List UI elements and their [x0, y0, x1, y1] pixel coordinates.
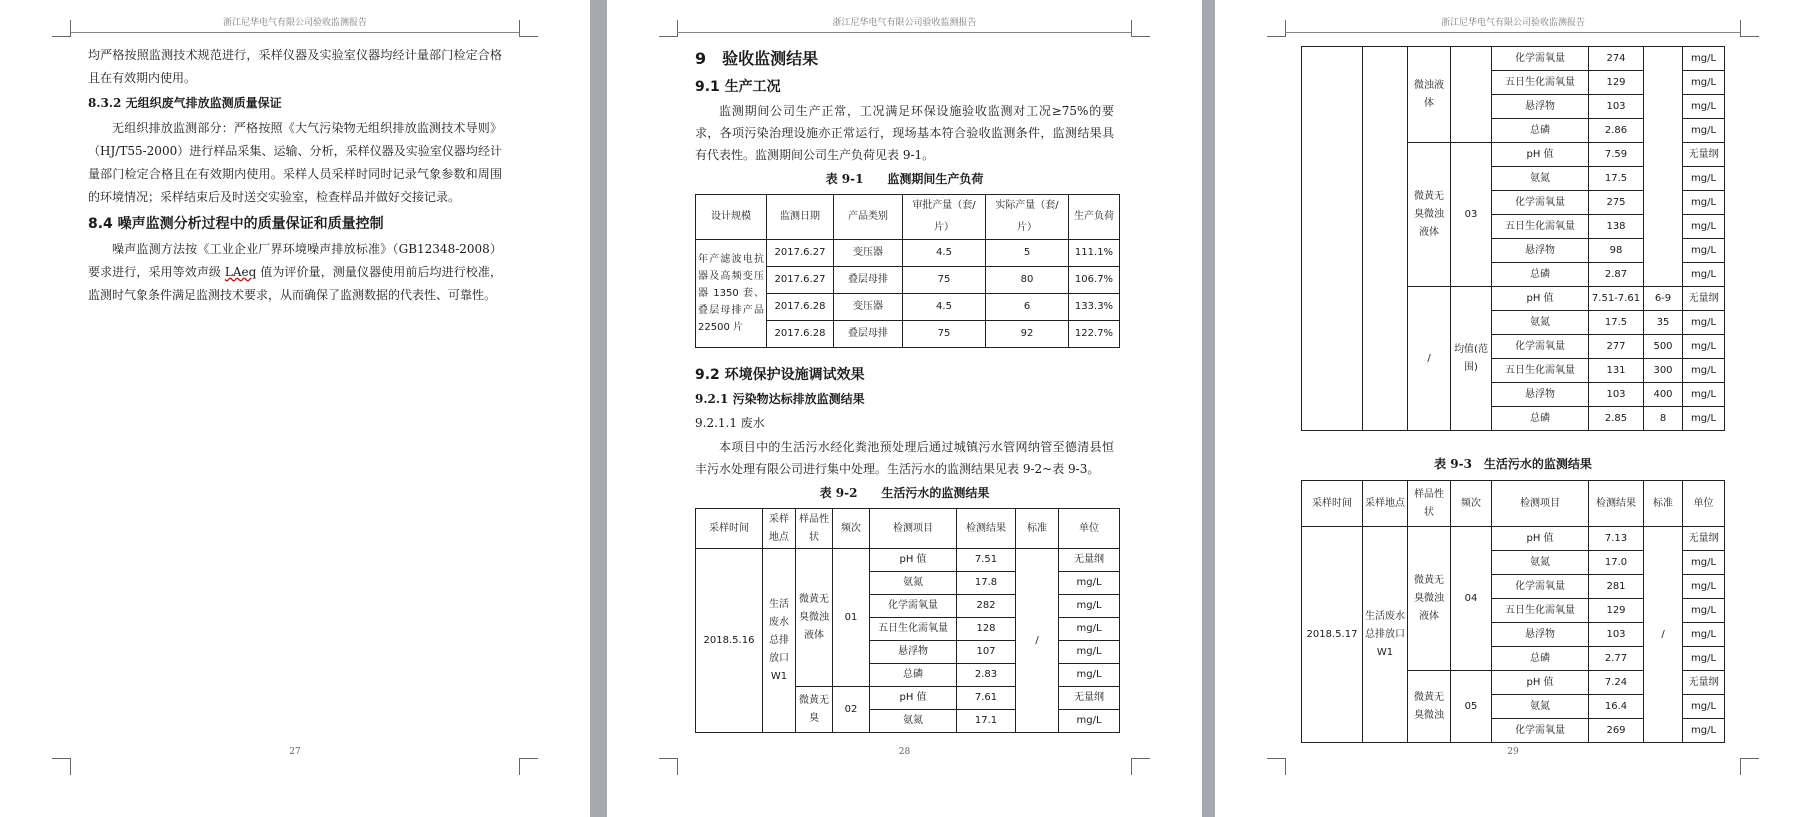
table-cell: 17.8 [957, 572, 1016, 595]
table-cell: 化学需氧量 [870, 595, 957, 618]
empty-cell [1363, 47, 1408, 431]
table-cell: 75 [903, 321, 986, 348]
table-header-row [696, 509, 1120, 549]
table-cell: mg/L [1683, 167, 1725, 191]
table-cell: 300 [1644, 359, 1683, 383]
table-cell: mg/L [1683, 551, 1725, 575]
section-heading: 8.3.2 无组织废气排放监测质量保证 [88, 96, 282, 110]
table-cell: 98 [1589, 239, 1644, 263]
column-header: 检测结果 [1589, 481, 1644, 527]
table-cell: mg/L [1683, 239, 1725, 263]
table-cell: 2017.6.28 [767, 294, 834, 321]
table-row [696, 240, 1120, 267]
chapter-heading: 9 验收监测结果 [695, 49, 819, 68]
sample-state-cell: 微黄无臭微浊液体 [796, 549, 833, 687]
standard-cell: / [1644, 527, 1683, 743]
page-header: 浙江尼华电气有限公司验收监测报告 [677, 15, 1132, 33]
table-cell: 75 [903, 267, 986, 294]
table-cell: mg/L [1683, 599, 1725, 623]
table-cell: 总磷 [1492, 407, 1589, 431]
table-cell: 五日生化需氧量 [1492, 599, 1589, 623]
column-header: 产品类别 [834, 195, 903, 240]
frequency-cell: 03 [1451, 143, 1492, 287]
table-cell: 五日生化需氧量 [1492, 71, 1589, 95]
table-cell: pH 值 [870, 549, 957, 572]
paragraph: 均严格按照监测技术规范进行，采样仪器及实验室仪器均经计量部门检定合格且在有效期内使用。 [88, 48, 502, 85]
table-cell: pH 值 [1492, 143, 1589, 167]
table-cell: 总磷 [1492, 119, 1589, 143]
table-cell: 282 [957, 595, 1016, 618]
table-cell: 17.5 [1589, 167, 1644, 191]
page-number: 28 [898, 747, 911, 757]
section-heading: 9.2.1.1 废水 [695, 416, 765, 430]
table-cell: mg/L [1059, 595, 1120, 618]
table-cell: 5 [986, 240, 1069, 267]
table-cell: 2017.6.27 [767, 267, 834, 294]
table-cell: mg/L [1683, 695, 1725, 719]
table-cell: 111.1% [1069, 240, 1120, 267]
table-cell: 叠层母排 [834, 321, 903, 348]
table-cell: 氨氮 [1492, 695, 1589, 719]
table-cell: 103 [1589, 623, 1644, 647]
table-cell: 400 [1644, 383, 1683, 407]
table-cell: 五日生化需氧量 [1492, 359, 1589, 383]
table-cell: 281 [1589, 575, 1644, 599]
table-cell: 五日生化需氧量 [870, 618, 957, 641]
table-cell: 274 [1589, 47, 1644, 71]
crop-mark [1740, 758, 1759, 775]
paragraph-text: 值为评价量，测量仪器使用前后均进行校准，监测时气象条件满足监测技术要求，从而确保了监测数据的代表性、可靠性。 [88, 265, 502, 302]
table-cell: 17.1 [957, 710, 1016, 733]
table-cell: 化学需氧量 [1492, 335, 1589, 359]
table-cell: 7.59 [1589, 143, 1644, 167]
table-cell: 6 [986, 294, 1069, 321]
table-cell: mg/L [1683, 359, 1725, 383]
table-cell: 4.5 [903, 294, 986, 321]
table-cell: 变压器 [834, 240, 903, 267]
table-cell: mg/L [1683, 95, 1725, 119]
table-cell: mg/L [1683, 215, 1725, 239]
table-cell: 7.51-7.61 [1589, 287, 1644, 311]
empty-cell [1451, 47, 1492, 143]
table-cell: mg/L [1059, 572, 1120, 595]
table-cell: 6-9 [1644, 287, 1683, 311]
table-caption: 表 9-1 监测期间生产负荷 [825, 172, 984, 186]
table-cell: mg/L [1683, 47, 1725, 71]
design-scale-cell: 年产滤波电抗器及高频变压器 1350 套、叠层母排产品 22500 片 [696, 240, 767, 348]
table-cell: 化学需氧量 [1492, 719, 1589, 743]
table-cell: 128 [957, 618, 1016, 641]
section-heading: 9.2 环境保护设施调试效果 [695, 367, 865, 383]
table-cell: 总磷 [1492, 263, 1589, 287]
average-range-cell: 均值(范围) [1451, 287, 1492, 431]
column-header: 采样地点 [763, 509, 796, 549]
sample-date-cell: 2018.5.16 [696, 549, 763, 733]
empty-cell [1644, 47, 1683, 287]
table-cell: pH 值 [1492, 287, 1589, 311]
leq-term: LAeq [224, 265, 257, 279]
table-cell: 92 [986, 321, 1069, 348]
sample-site-cell: 生活废水总排放口W1 [1363, 527, 1408, 743]
table-cell: 化学需氧量 [1492, 191, 1589, 215]
table-cell: 7.51 [957, 549, 1016, 572]
column-header: 标准 [1644, 481, 1683, 527]
table-cell: 107 [957, 641, 1016, 664]
table-cell: pH 值 [1492, 527, 1589, 551]
page-body [695, 48, 1114, 733]
section-heading: 9.2.1 污染物达标排放监测结果 [695, 392, 865, 406]
table-cell: mg/L [1059, 618, 1120, 641]
table-cell: 悬浮物 [870, 641, 957, 664]
column-header: 采样时间 [1302, 481, 1363, 527]
paragraph: 监测期间公司生产正常，工况满足环保设施验收监测对工况≥75%的要求，各项污染治理设施亦正常运行，现场基本符合验收监测条件，监测结果具有代表性。监测期间公司生产负荷见表 9-1。 [695, 104, 1114, 162]
table-cell: 2.77 [1589, 647, 1644, 671]
table-cell: mg/L [1683, 575, 1725, 599]
column-header: 样品性状 [796, 509, 833, 549]
table-cell: 化学需氧量 [1492, 47, 1589, 71]
column-header: 设计规模 [696, 195, 767, 240]
table-cell: 7.24 [1589, 671, 1644, 695]
standard-cell: / [1016, 549, 1059, 733]
table-cell: 2.85 [1589, 407, 1644, 431]
sample-state-cell: 微黄无臭 [796, 687, 833, 733]
table-cell: 138 [1589, 215, 1644, 239]
page-number: 29 [1507, 747, 1519, 757]
table-row [1302, 47, 1725, 71]
table-row [696, 549, 1120, 572]
frequency-cell: 01 [833, 549, 870, 687]
crop-mark [519, 20, 538, 37]
table-cell: mg/L [1683, 623, 1725, 647]
table-cell: 无量纲 [1683, 287, 1725, 311]
table-cell: 氨氮 [870, 572, 957, 595]
frequency-cell: 02 [833, 687, 870, 733]
table-cell: 无量纲 [1059, 549, 1120, 572]
document-page-29 [1215, 0, 1811, 817]
table-cell: 氨氮 [870, 710, 957, 733]
table-cell: 2017.6.28 [767, 321, 834, 348]
table-cell: 17.0 [1589, 551, 1644, 575]
table-cell: 无量纲 [1683, 527, 1725, 551]
table-header-row [696, 195, 1120, 240]
table-cell: 氨氮 [1492, 311, 1589, 335]
table-cell: 2017.6.27 [767, 240, 834, 267]
table-cell: 129 [1589, 71, 1644, 95]
page-header: 浙江尼华电气有限公司验收监测报告 [1285, 15, 1741, 33]
table-cell: 269 [1589, 719, 1644, 743]
column-header: 审批产量（套/片） [903, 195, 986, 240]
paragraph: 无组织排放监测部分：严格按照《大气污染物无组织排放监测技术导则》（HJ/T55-2000）进行样品采集、运输、分析，采样仪器及实验室仪器均经计量部门检定合格且在有效期内使用。采样人员采样时同时记录气象参数和周围的环境情况；采样结束后及时送交实验室，检查样品并做好交接记录。 [88, 121, 502, 204]
column-header: 采样地点 [1363, 481, 1408, 527]
column-header: 单位 [1059, 509, 1120, 549]
table-cell: 悬浮物 [1492, 623, 1589, 647]
document-page-27 [0, 0, 590, 817]
table-cell: 131 [1589, 359, 1644, 383]
sample-date-cell: 2018.5.17 [1302, 527, 1363, 743]
table-cell: 277 [1589, 335, 1644, 359]
crop-mark [1131, 20, 1150, 37]
table-cell: 总磷 [870, 664, 957, 687]
frequency-cell: 05 [1451, 671, 1492, 743]
table-cell: mg/L [1683, 191, 1725, 215]
table-header-row [1302, 481, 1725, 527]
page-body [88, 44, 502, 307]
crop-mark [1267, 758, 1286, 775]
paragraph: 本项目中的生活污水经化粪池预处理后通过城镇污水管网纳管至德清县恒丰污水处理有限公司进行集中处理。生活污水的监测结果见表 9-2~表 9-3。 [695, 440, 1114, 476]
crop-mark [1267, 20, 1286, 37]
table-caption: 表 9-2 生活污水的监测结果 [819, 486, 990, 500]
table-cell: 122.7% [1069, 321, 1120, 348]
page-header: 浙江尼华电气有限公司验收监测报告 [70, 15, 520, 33]
column-header: 检测项目 [870, 509, 957, 549]
table-cell: 总磷 [1492, 647, 1589, 671]
table-cell: 129 [1589, 599, 1644, 623]
table-cell: mg/L [1683, 335, 1725, 359]
crop-mark [1740, 20, 1759, 37]
table-cell: pH 值 [1492, 671, 1589, 695]
crop-mark [1131, 758, 1150, 775]
table-row [1302, 527, 1725, 551]
crop-mark [519, 758, 538, 775]
column-header: 实际产量（套/片） [986, 195, 1069, 240]
crop-mark [659, 758, 678, 775]
frequency-cell: 04 [1451, 527, 1492, 671]
table-cell: 悬浮物 [1492, 383, 1589, 407]
table-caption: 表 9-3 生活污水的监测结果 [1434, 457, 1592, 471]
column-header: 生产负荷 [1069, 195, 1120, 240]
crop-mark [52, 20, 71, 37]
column-header: 单位 [1683, 481, 1725, 527]
column-header: 标准 [1016, 509, 1059, 549]
table-cell: 133.3% [1069, 294, 1120, 321]
table-cell: 化学需氧量 [1492, 575, 1589, 599]
table-cell: 16.4 [1589, 695, 1644, 719]
wastewater-table-9-3 [1301, 480, 1725, 743]
sample-state-cell: / [1408, 287, 1451, 431]
table-cell: 2.87 [1589, 263, 1644, 287]
column-header: 频次 [1451, 481, 1492, 527]
table-cell: 悬浮物 [1492, 239, 1589, 263]
sample-state-cell: 微黄无臭微浊液体 [1408, 143, 1451, 287]
table-cell: 275 [1589, 191, 1644, 215]
page-body [1301, 46, 1725, 743]
production-load-table [695, 194, 1120, 348]
paragraph-text: 噪声监测方法按《工业企业厂界环境噪声排放标准》（GB12348-2008）要求进行，采用等效声级 [88, 242, 502, 279]
table-cell: 无量纲 [1683, 671, 1725, 695]
table-cell: 103 [1589, 383, 1644, 407]
table-cell: mg/L [1059, 664, 1120, 687]
table-cell: 无量纲 [1683, 143, 1725, 167]
table-cell: 2.83 [957, 664, 1016, 687]
section-heading: 8.4 噪声监测分析过程中的质量保证和质量控制 [88, 216, 384, 232]
sample-state-cell: 微黄无臭微浊液体 [1408, 527, 1451, 671]
crop-mark [659, 20, 678, 37]
crop-mark [52, 758, 71, 775]
table-cell: mg/L [1683, 119, 1725, 143]
wastewater-table-9-2 [695, 508, 1120, 733]
table-cell: mg/L [1683, 71, 1725, 95]
column-header: 检测项目 [1492, 481, 1589, 527]
column-header: 样品性状 [1408, 481, 1451, 527]
table-cell: 17.5 [1589, 311, 1644, 335]
column-header: 采样时间 [696, 509, 763, 549]
column-header: 检测结果 [957, 509, 1016, 549]
table-cell: mg/L [1683, 719, 1725, 743]
table-cell: 氨氮 [1492, 167, 1589, 191]
wastewater-table-9-2-continued [1301, 46, 1725, 431]
table-cell: mg/L [1683, 647, 1725, 671]
table-cell: mg/L [1059, 710, 1120, 733]
table-cell: 叠层母排 [834, 267, 903, 294]
table-cell: 80 [986, 267, 1069, 294]
table-cell: mg/L [1059, 641, 1120, 664]
section-heading: 9.1 生产工况 [695, 79, 781, 95]
column-header: 监测日期 [767, 195, 834, 240]
table-cell: 35 [1644, 311, 1683, 335]
page-number: 27 [289, 747, 301, 757]
table-cell: 氨氮 [1492, 551, 1589, 575]
sample-state-cell: 微浊液体 [1408, 47, 1451, 143]
column-header: 频次 [833, 509, 870, 549]
table-cell: 2.86 [1589, 119, 1644, 143]
table-cell: 7.61 [957, 687, 1016, 710]
empty-cell [1302, 47, 1363, 431]
sample-site-cell: 生活废水总排放口W1 [763, 549, 796, 733]
paragraph [88, 238, 502, 307]
sample-state-cell: 微黄无臭微浊 [1408, 671, 1451, 743]
table-cell: pH 值 [870, 687, 957, 710]
table-cell: mg/L [1683, 383, 1725, 407]
table-cell: 7.13 [1589, 527, 1644, 551]
table-cell: mg/L [1683, 407, 1725, 431]
table-cell: 500 [1644, 335, 1683, 359]
document-page-28 [607, 0, 1202, 817]
table-cell: 五日生化需氧量 [1492, 215, 1589, 239]
table-cell: 4.5 [903, 240, 986, 267]
table-cell: 无量纲 [1059, 687, 1120, 710]
table-cell: mg/L [1683, 263, 1725, 287]
table-cell: 悬浮物 [1492, 95, 1589, 119]
table-cell: 106.7% [1069, 267, 1120, 294]
table-cell: 8 [1644, 407, 1683, 431]
table-cell: 变压器 [834, 294, 903, 321]
table-cell: 103 [1589, 95, 1644, 119]
table-cell: mg/L [1683, 311, 1725, 335]
